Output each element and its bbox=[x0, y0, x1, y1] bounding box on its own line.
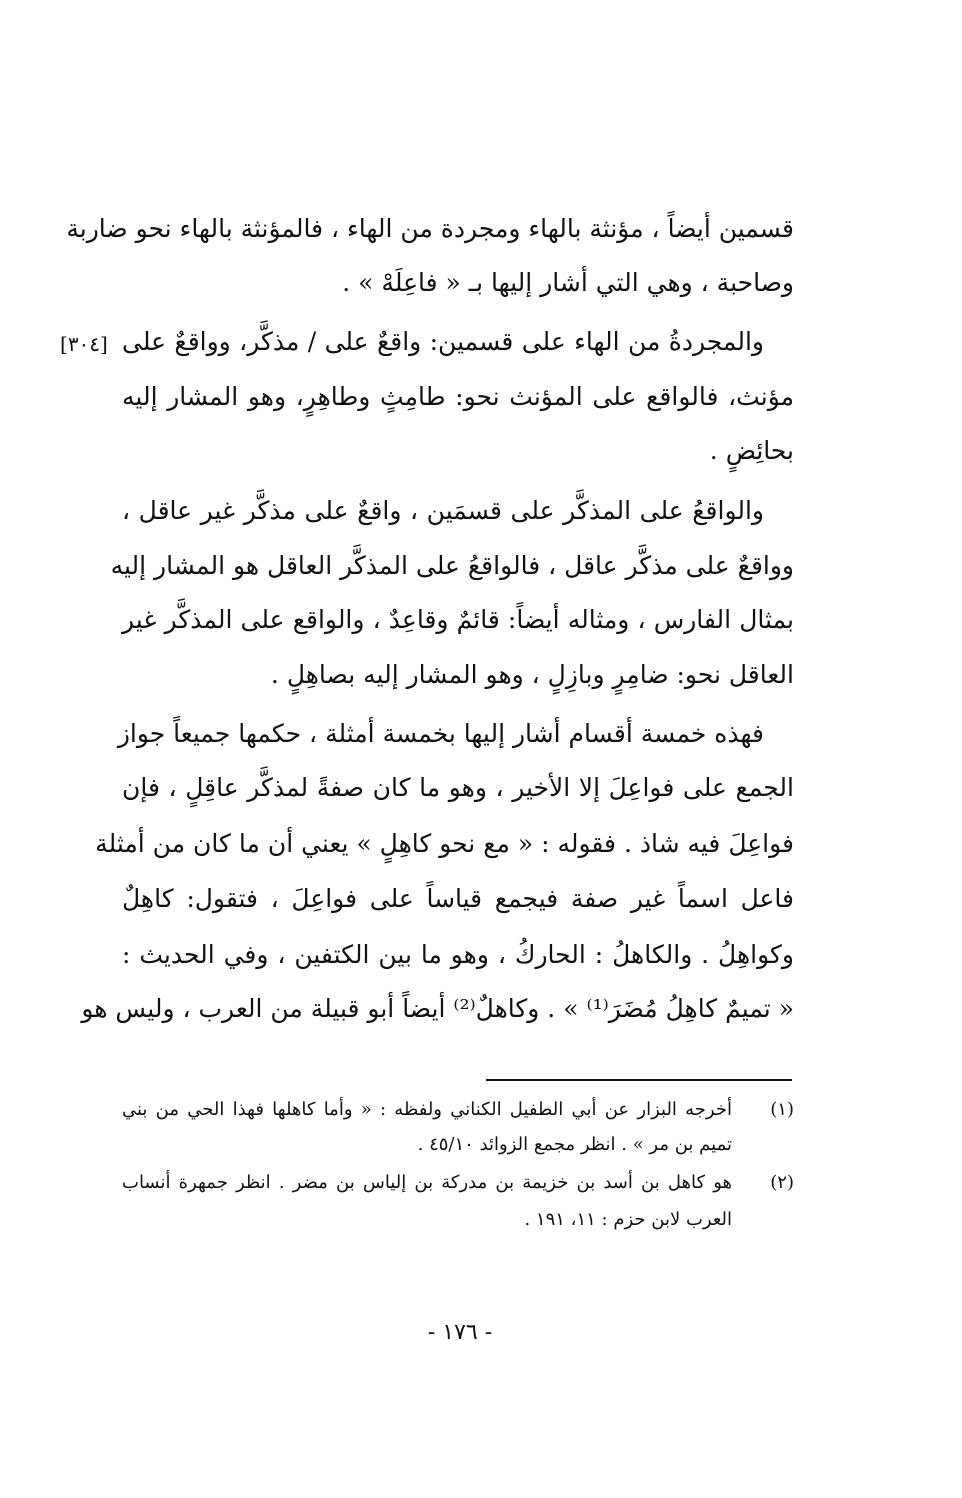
footnote-2-line-1: هو كاهل بن أسد بن خزيمة بن مدركة بن إلياس بن مضر . انظر جمهرة أنساب bbox=[122, 1172, 732, 1193]
body-line-14: وكواهِلُ . والكاهلُ : الحاركُ ، وهو ما بين الكتفين ، وفي الحديث : bbox=[122, 940, 794, 969]
footnote-1-line-1: أخرجه البزار عن أبي الطفيل الكناني ولفظه : « وأما كاهلها فهذا الحي من بني bbox=[122, 1099, 732, 1120]
body-line-3: والمجردةُ من الهاء على قسمين: واقعٌ على / مذكَّر، وواقعٌ على bbox=[122, 327, 764, 356]
margin-page-reference: [٣٠٤] bbox=[60, 332, 108, 356]
footnote-1-line-2: تميم بن مر » . انظر مجمع الزوائد ٤٥/١٠ . bbox=[417, 1134, 732, 1155]
body-line-10: فهذه خمسة أقسام أشار إليها بخمسة أمثلة ، حكمها جميعاً جواز bbox=[117, 719, 764, 748]
body-line-6: والواقعُ على المذكَّر على قسمَين ، واقعٌ على مذكَّر غير عاقل ، bbox=[122, 496, 764, 525]
body-line-5: بحائِضٍ . bbox=[709, 436, 794, 465]
body-line-11: الجمع على فواعِلَ إلا الأخير ، وهو ما كان صفةً لمذكَّر عاقِلٍ ، فإن bbox=[122, 773, 794, 802]
body-line-4: مؤنث، فالواقع على المؤنث نحو: طامِثٍ وطاهِرٍ، وهو المشار إليه bbox=[122, 382, 794, 411]
body-line-7: وواقعٌ على مذكَّر عاقل ، فالواقعُ على المذكَّر العاقل هو المشار إليه bbox=[110, 551, 794, 580]
body-line-9: العاقل نحو: ضامِرٍ وبازِلٍ ، وهو المشار إليه بصاهِلٍ . bbox=[270, 660, 794, 689]
body-line-1: قسمين أيضاً ، مؤنثة بالهاء ومجردة من الهاء ، فالمؤنثة بالهاء نحو ضاربة bbox=[66, 214, 794, 243]
footnote-separator bbox=[486, 1079, 792, 1081]
footnote-2-number: (٢) bbox=[770, 1172, 794, 1193]
body-line-15: « تميمٌ كاهِلُ مُضَرَ⁽¹⁾ » . وكاهلٌ⁽²⁾ أيضاً أبو قبيلة من العرب ، وليس هو bbox=[81, 994, 794, 1023]
body-line-12: فواعِلَ فيه شاذ . فقوله : « مع نحو كاهِلٍ » يعني أن ما كان من أمثلة bbox=[95, 829, 794, 858]
footnote-2-line-2: العرب لابن حزم : ١١، ١٩١ . bbox=[524, 1209, 732, 1230]
page-number: - ١٧٦ - bbox=[427, 1320, 493, 1345]
body-line-2: وصاحبة ، وهي التي أشار إليها بـ « فاعِلَهْ » . bbox=[342, 268, 794, 297]
body-line-8: بمثال الفارس ، ومثاله أيضاً: قائمٌ وقاعِدٌ ، والواقع على المذكَّر غير bbox=[122, 605, 794, 634]
footnote-1-number: (١) bbox=[770, 1099, 794, 1120]
body-line-13: فاعل اسماً غير صفة فيجمع قياساً على فواعِلَ ، فتقول: كاهِلٌ bbox=[122, 884, 794, 913]
